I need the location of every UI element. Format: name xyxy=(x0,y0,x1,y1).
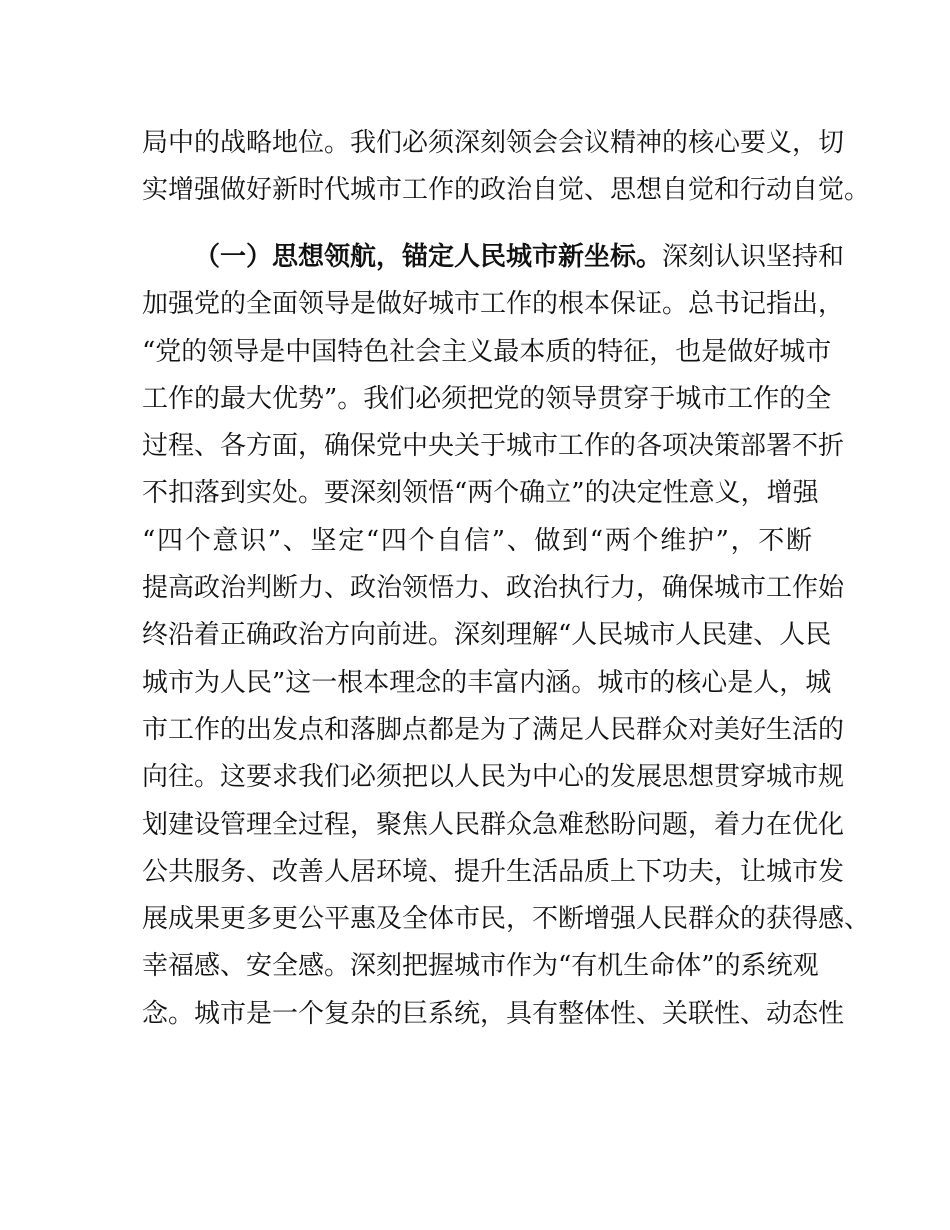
text-line: 公共服务、改善人居环境、提升生活品质上下功夫，让城市发 xyxy=(142,856,845,887)
text-line: 划建设管理全过程，聚焦人民群众急难愁盼问题，着力在优化 xyxy=(142,809,845,840)
text-line: 局中的战略地位。我们必须深刻领会会议精神的核心要义，切 xyxy=(142,128,845,158)
text-line: 市工作的出发点和落脚点都是为了满足人民群众对美好生活的 xyxy=(142,714,845,745)
text-line: 提高政治判断力、政治领悟力、政治执行力，确保城市工作始 xyxy=(142,573,845,604)
text-line: 幸福感、安全感。深刻把握城市作为“有机生命体”的系统观 xyxy=(142,951,819,982)
text-line: 念。城市是一个复杂的巨系统，具有整体性、关联性、动态性 xyxy=(142,998,845,1029)
text-line: 展成果更多更公平惠及全体市民，不断增强人民群众的获得感、 xyxy=(142,904,871,935)
text-line: 实增强做好新时代城市工作的政治自觉、思想自觉和行动自觉。 xyxy=(142,175,871,206)
text-line: 过程、各方面，确保党中央关于城市工作的各项决策部署不折 xyxy=(142,431,845,462)
text-line: 工作的最大优势”。我们必须把党的领导贯穿于城市工作的全 xyxy=(142,383,832,414)
section-first-line-text: 深刻认识坚持和 xyxy=(662,242,845,272)
text-line: 向往。这要求我们必须把以人民为中心的发展思想贯穿城市规 xyxy=(142,762,845,793)
text-line: 加强党的全面领导是做好城市工作的根本保证。总书记指出， xyxy=(142,289,845,320)
text-line: “党的领导是中国特色社会主义最本质的特征，也是做好城市 xyxy=(142,336,832,367)
section-first-line xyxy=(142,234,845,281)
text-line: 终沿着正确政治方向前进。深刻理解“人民城市人民建、人民 xyxy=(142,620,832,651)
paragraph-intro xyxy=(142,120,871,215)
section-heading: （一）思想领航，锚定人民城市新坐标。 xyxy=(194,242,663,272)
paragraph-section-1 xyxy=(142,234,871,1038)
text-line: “四个意识”、坚定“四个自信”、做到“两个维护”，不断 xyxy=(142,525,812,556)
text-line: 不扣落到实处。要深刻领悟“两个确立”的决定性意义，增强 xyxy=(142,478,819,509)
text-line: 城市为人民”这一根本理念的丰富内涵。城市的核心是人，城 xyxy=(142,667,832,698)
